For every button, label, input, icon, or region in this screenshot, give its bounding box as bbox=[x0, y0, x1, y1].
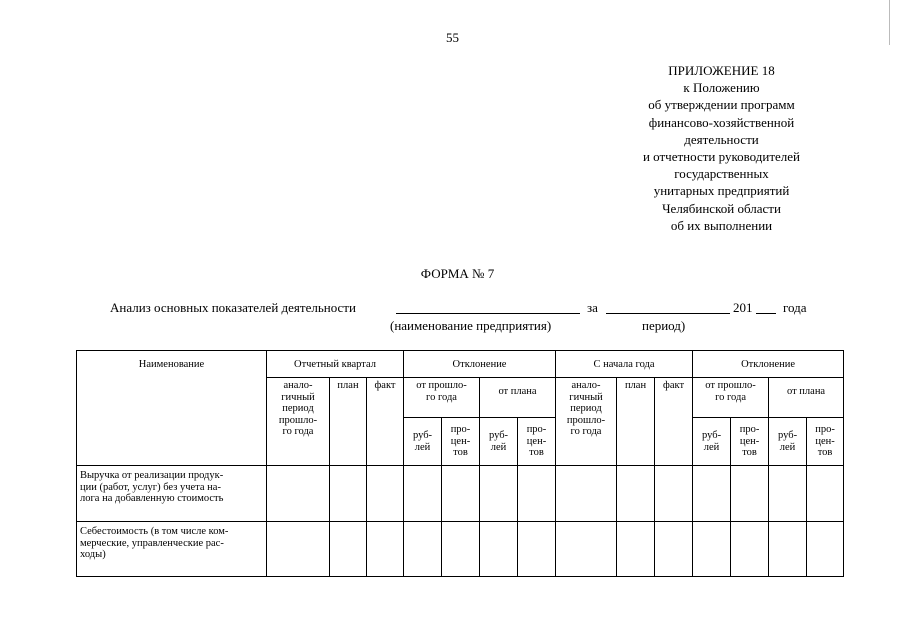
table-cell[interactable] bbox=[404, 466, 442, 522]
appendix-heading bbox=[600, 62, 843, 234]
table-cell[interactable] bbox=[693, 466, 731, 522]
table-cell[interactable] bbox=[693, 522, 731, 577]
appendix-line: к Положению bbox=[683, 80, 760, 96]
enterprise-name-blank[interactable] bbox=[396, 313, 580, 314]
table-cell[interactable] bbox=[769, 522, 807, 577]
header-deviation-year: Отклонение bbox=[693, 351, 844, 378]
table-cell[interactable] bbox=[617, 466, 655, 522]
row-name-cost: Себестоимость (в том числе ком- мерческие, управленческие рас- ходы) bbox=[77, 522, 267, 577]
table-row bbox=[77, 466, 844, 522]
table-row bbox=[77, 522, 844, 577]
table-cell[interactable] bbox=[807, 466, 844, 522]
appendix-line: финансово-хозяйственной bbox=[648, 114, 795, 130]
table-cell[interactable] bbox=[267, 466, 330, 522]
table-cell[interactable] bbox=[367, 522, 404, 577]
table-cell[interactable] bbox=[731, 522, 769, 577]
table-cell[interactable] bbox=[480, 466, 518, 522]
appendix-line: об их выполнении bbox=[670, 217, 773, 233]
appendix-line: Челябинской области bbox=[662, 200, 781, 216]
table-cell[interactable] bbox=[518, 466, 556, 522]
table-cell[interactable] bbox=[442, 522, 480, 577]
appendix-line: унитарных предприятий bbox=[653, 183, 790, 199]
header-plan-year: план bbox=[617, 378, 655, 466]
table-cell[interactable] bbox=[556, 466, 617, 522]
header-name: Наименование bbox=[77, 351, 267, 466]
header-from-last-year-quarter: от прошло- го года bbox=[404, 378, 480, 418]
row-name-revenue: Выручка от реализации продук- ции (работ, услуг) без учета на- лога на добавленную стоимость bbox=[77, 466, 267, 522]
caption-for: за bbox=[587, 300, 598, 315]
table-cell[interactable] bbox=[267, 522, 330, 577]
enterprise-hint: (наименование предприятия) bbox=[390, 318, 552, 333]
table-cell[interactable] bbox=[617, 522, 655, 577]
appendix-line: государственных bbox=[674, 166, 769, 182]
header-percent: про- цен- тов bbox=[518, 418, 556, 466]
table-cell[interactable] bbox=[330, 466, 367, 522]
appendix-line: об утверждении программ bbox=[648, 97, 795, 113]
table-cell[interactable] bbox=[480, 522, 518, 577]
table-cell[interactable] bbox=[442, 466, 480, 522]
header-from-plan-quarter: от плана bbox=[480, 378, 556, 418]
header-from-last-year-year: от прошло- го года bbox=[693, 378, 769, 418]
table-cell[interactable] bbox=[556, 522, 617, 577]
caption-year-prefix: 201 bbox=[733, 300, 753, 315]
indicators-table bbox=[76, 350, 844, 577]
header-analog-period-year: анало- гичный период прошло- го года bbox=[556, 378, 617, 466]
table-cell[interactable] bbox=[731, 466, 769, 522]
header-plan-quarter: план bbox=[330, 378, 367, 466]
header-rubles: руб- лей bbox=[693, 418, 731, 466]
table-cell[interactable] bbox=[807, 522, 844, 577]
table-cell[interactable] bbox=[655, 522, 693, 577]
table-cell[interactable] bbox=[518, 522, 556, 577]
header-rubles: руб- лей bbox=[769, 418, 807, 466]
header-analog-period-quarter: анало- гичный период прошло- го года bbox=[267, 378, 330, 466]
form-title: ФОРМА № 7 bbox=[420, 266, 495, 281]
appendix-line: ПРИЛОЖЕНИЕ 18 bbox=[668, 63, 775, 78]
header-percent: про- цен- тов bbox=[442, 418, 480, 466]
table-cell[interactable] bbox=[404, 522, 442, 577]
header-rubles: руб- лей bbox=[404, 418, 442, 466]
table-cell[interactable] bbox=[330, 522, 367, 577]
page-number: 55 bbox=[446, 30, 459, 45]
period-hint: период) bbox=[642, 318, 686, 333]
header-percent: про- цен- тов bbox=[731, 418, 769, 466]
header-deviation-quarter: Отклонение bbox=[404, 351, 556, 378]
header-since-year-start: С начала года bbox=[556, 351, 693, 378]
appendix-line: и отчетности руководителей bbox=[642, 149, 801, 165]
header-percent: про- цен- тов bbox=[807, 418, 844, 466]
header-reporting-quarter: Отчетный квартал bbox=[267, 351, 404, 378]
appendix-line: деятельности bbox=[684, 131, 759, 147]
year-blank[interactable] bbox=[756, 313, 776, 314]
header-rubles: руб- лей bbox=[480, 418, 518, 466]
header-from-plan-year: от плана bbox=[769, 378, 844, 418]
header-fact-year: факт bbox=[655, 378, 693, 466]
period-blank[interactable] bbox=[606, 313, 730, 314]
header-fact-quarter: факт bbox=[367, 378, 404, 466]
table-cell[interactable] bbox=[655, 466, 693, 522]
table-cell[interactable] bbox=[367, 466, 404, 522]
caption-year-suffix: года bbox=[783, 300, 807, 315]
table-cell[interactable] bbox=[769, 466, 807, 522]
caption-prefix: Анализ основных показателей деятельности bbox=[110, 300, 356, 315]
